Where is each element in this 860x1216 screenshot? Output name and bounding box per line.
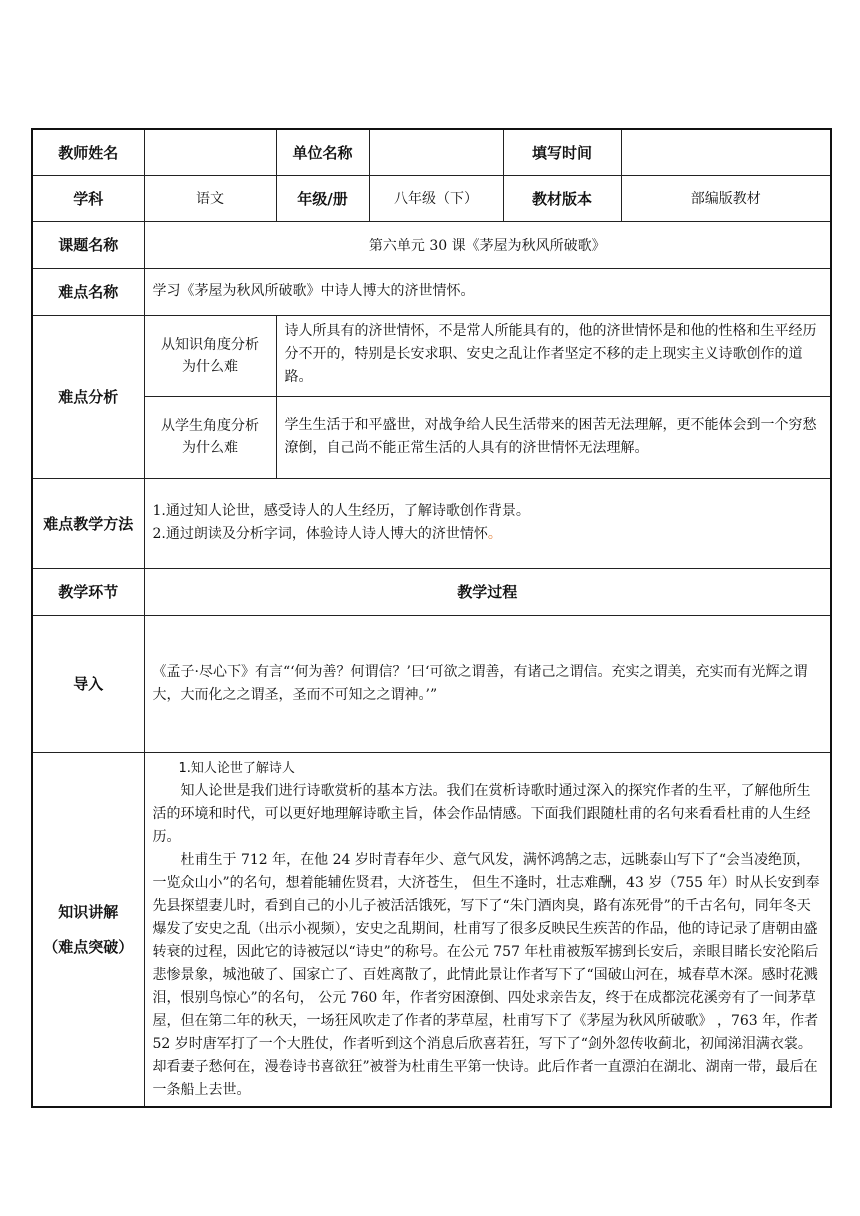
method-text [144,478,831,568]
header-row-2 [32,175,831,221]
knowledge-angle-label: 从知识角度分析为什么难 [144,315,276,396]
knowledge-angle-text: 诗人所具有的济世情怀，不是常人所能具有的，他的济世情怀是和他的性格和生平经历分不开的，特别是长安求职、安史之乱让作者坚定不移的走上现实主义诗歌创作的道路。 [276,315,831,396]
grade-value: 八年级（下） [369,175,503,221]
analysis-row-student [32,396,831,478]
method-row [32,478,831,568]
process-label: 教学环节 [32,568,144,615]
intro-label: 导入 [32,615,144,752]
topic-value: 第六单元 30 课《茅屋为秋风所破歌》 [144,221,831,268]
teacher-name-value [144,129,276,175]
student-angle-label: 从学生角度分析为什么难 [144,396,276,478]
method-line-2-end: 。 [487,526,502,542]
difficulty-value: 学习《茅屋为秋风所破歌》中诗人博大的济世情怀。 [144,268,831,315]
knowledge-paragraph-2: 杜甫生于 712 年，在他 24 岁时青春年少、意气风发，满怀鸿鹄之志，远眺泰山写下了“会当凌绝顶，一览众山小”的名句，想着能辅佐贤君，大济苍生， 但生不逢时，壮志难酬，43 岁（755 年）时从长安到奉先县探望妻儿时，看到自己的小儿子被活活饿死，写下了“朱门酒肉臭，路有冻死骨”的千古名句，同年冬天爆发了安史之乱（出示小视频），安史之乱期间，杜甫写了很多反映民生疾苦的作品，他的诗记录了唐朝由盛转衰的过程，因此它的诗被冠以“诗史”的称号。在公元 757 年杜甫被叛军掳到长安后，亲眼目睹长安沦陷后悲惨景象，城池破了、国家亡了、百姓离散了，此情此景让作者写下了“国破山河在，城春草木深。感时花溅泪，恨别鸟惊心”的名句， 公元 760 年，作者穷困潦倒、四处求亲告友，终于在成都浣花溪旁有了一间茅草屋，但在第二年的秋天，一场狂风吹走了作者的茅草屋，杜甫写下了《茅屋为秋风所破歌》 ，763 年，作者 52 岁时唐军打了一个大胜仗，作者听到这个消息后欣喜若狂，写下了“剑外忽传收蓟北，初闻涕泪满衣裳。却看妻子愁何在，漫卷诗书喜欲狂”被誉为杜甫生平第一快诗。此后作者一直漂泊在湖北、湖南一带，最后在一条船上去世。 [152,851,820,1098]
intro-row [32,615,831,752]
knowledge-paragraph-1: 知人论世是我们进行诗歌赏析的基本方法。我们在赏析诗歌时通过深入的探究作者的生平，了解他所生活的环境和时代，可以更好地理解诗歌主旨，体会作品情感。下面我们跟随杜甫的名句来看看杜甫的人生经历。 [152,782,811,845]
process-header-row [32,568,831,615]
method-line-2-text: 2.通过朗读及分析字词，体验诗人诗人博大的济世情怀 [152,526,488,542]
method-label: 难点教学方法 [32,478,144,568]
grade-label: 年级/册 [276,175,369,221]
edition-value: 部编版教材 [621,175,831,221]
knowledge-heading: 1.知人论世了解诗人 [178,760,295,776]
subject-label: 学科 [32,175,144,221]
difficulty-label: 难点名称 [32,268,144,315]
student-angle-text: 学生生活于和平盛世，对战争给人民生活带来的困苦无法理解，更不能体会到一个穷愁潦倒，自己尚不能正常生活的人具有的济世情怀无法理解。 [276,396,831,478]
fill-date-value [621,129,831,175]
header-row-1 [32,129,831,175]
intro-text: 《孟子·尽心下》有言“‘何为善？何谓信？’曰‘可欲之谓善，有诸己之谓信。充实之谓美，充实而有光辉之谓大，大而化之之谓圣，圣而不可知之之谓神。’” [144,615,831,752]
teacher-name-label: 教师姓名 [32,129,144,175]
subject-value: 语文 [144,175,276,221]
edition-label: 教材版本 [503,175,621,221]
knowledge-content [144,752,831,1107]
difficulty-row [32,268,831,315]
knowledge-label: 知识讲解 [58,903,119,921]
topic-row [32,221,831,268]
topic-label: 课题名称 [32,221,144,268]
unit-name-label: 单位名称 [276,129,369,175]
unit-name-value [369,129,503,175]
lesson-plan-table [31,128,832,1108]
process-title: 教学过程 [144,568,831,615]
method-line-1: 1.通过知人论世，感受诗人的人生经历，了解诗歌创作背景。 [152,503,530,519]
method-line-2 [153,523,823,546]
knowledge-label-sub: （难点突破） [43,938,134,956]
knowledge-row [32,752,831,1107]
knowledge-label-cell [32,752,144,1107]
analysis-row-knowledge [32,315,831,396]
analysis-label: 难点分析 [32,315,144,478]
fill-date-label: 填写时间 [503,129,621,175]
